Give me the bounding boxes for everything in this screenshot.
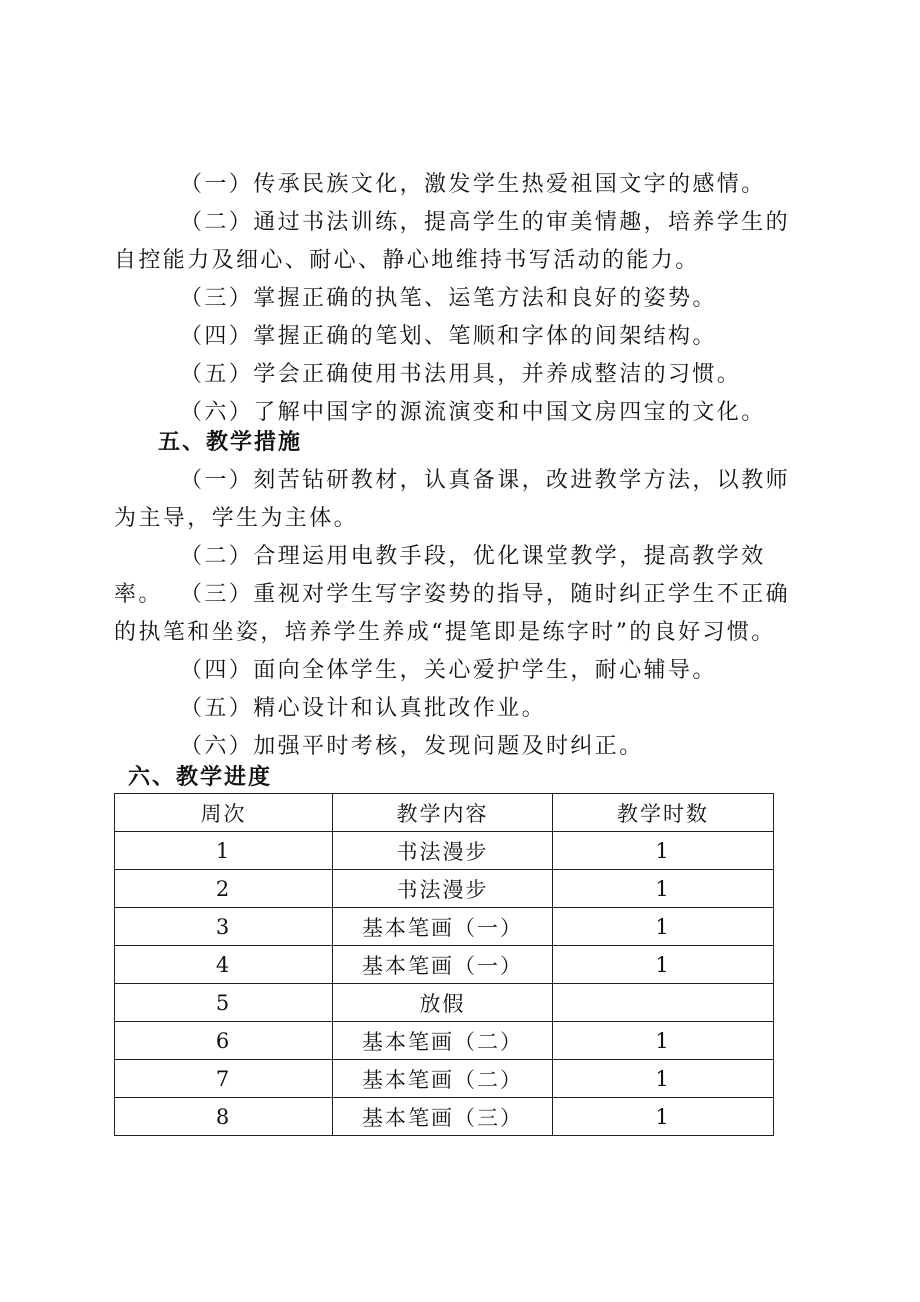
measure-1: （一）刻苦钻研教材，认真备课，改进教学方法，以教师为主导，学生为主体。 — [114, 468, 791, 531]
cell-hours: 1 — [553, 1098, 774, 1136]
cell-week: 7 — [115, 1060, 333, 1098]
measure-5: （五）精心设计和认真批改作业。 — [180, 696, 547, 721]
cell-content: 基本笔画（二） — [333, 1060, 553, 1098]
cell-hours: 1 — [553, 946, 774, 984]
cell-hours — [553, 984, 774, 1022]
cell-week: 8 — [115, 1098, 333, 1136]
cell-week: 4 — [115, 946, 333, 984]
header-content: 教学内容 — [333, 794, 553, 832]
cell-week: 5 — [115, 984, 333, 1022]
table-row — [115, 908, 774, 946]
table-row — [115, 1022, 774, 1060]
cell-content: 书法漫步 — [333, 870, 553, 908]
cell-content: 书法漫步 — [333, 832, 553, 870]
cell-hours: 1 — [553, 1022, 774, 1060]
cell-week: 2 — [115, 870, 333, 908]
measure-4: （四）面向全体学生，关心爱护学生，耐心辅导。 — [180, 658, 717, 683]
objective-2: （二）通过书法训练，提高学生的审美情趣，培养学生的自控能力及细心、耐心、静心地维持书写活动的能力。 — [114, 210, 791, 273]
cell-content: 基本笔画（三） — [333, 1098, 553, 1136]
objective-4: （四）掌握正确的笔划、笔顺和字体的间架结构。 — [180, 324, 717, 349]
objective-3: （三）掌握正确的执笔、运笔方法和良好的姿势。 — [180, 286, 717, 311]
cell-week: 6 — [115, 1022, 333, 1060]
table-row — [115, 946, 774, 984]
cell-content: 放假 — [333, 984, 553, 1022]
table-row — [115, 1098, 774, 1136]
cell-week: 3 — [115, 908, 333, 946]
cell-hours: 1 — [553, 908, 774, 946]
table-row — [115, 832, 774, 870]
table-row — [115, 870, 774, 908]
objective-6: （六）了解中国字的源流演变和中国文房四宝的文化。 — [180, 400, 766, 425]
measure-2: （二）合理运用电教手段，优化课堂教学，提高教学效率。 — [114, 544, 766, 607]
cell-hours: 1 — [553, 870, 774, 908]
table-header-row — [115, 794, 774, 832]
cell-content: 基本笔画（二） — [333, 1022, 553, 1060]
cell-hours: 1 — [553, 832, 774, 870]
header-hours: 教学时数 — [553, 794, 774, 832]
cell-hours: 1 — [553, 1060, 774, 1098]
measure-3: （三）重视对学生写字姿势的指导，随时纠正学生不正确的执笔和坐姿，培养学生养成“提笔即是练字时”的良好习惯。 — [114, 582, 791, 645]
schedule-table — [114, 793, 774, 1136]
cell-content: 基本笔画（一） — [333, 946, 553, 984]
objective-1: （一）传承民族文化，激发学生热爱祖国文字的感情。 — [180, 172, 766, 197]
cell-week: 1 — [115, 832, 333, 870]
objective-5: （五）学会正确使用书法用具，并养成整洁的习惯。 — [180, 362, 742, 387]
table-row — [115, 1060, 774, 1098]
cell-content: 基本笔画（一） — [333, 908, 553, 946]
table-row — [115, 984, 774, 1022]
section-heading-teaching-measures: 五、教学措施 — [158, 430, 303, 455]
measure-6: （六）加强平时考核，发现问题及时纠正。 — [180, 734, 644, 759]
header-week: 周次 — [115, 794, 333, 832]
section-heading-teaching-schedule: 六、教学进度 — [128, 765, 273, 790]
